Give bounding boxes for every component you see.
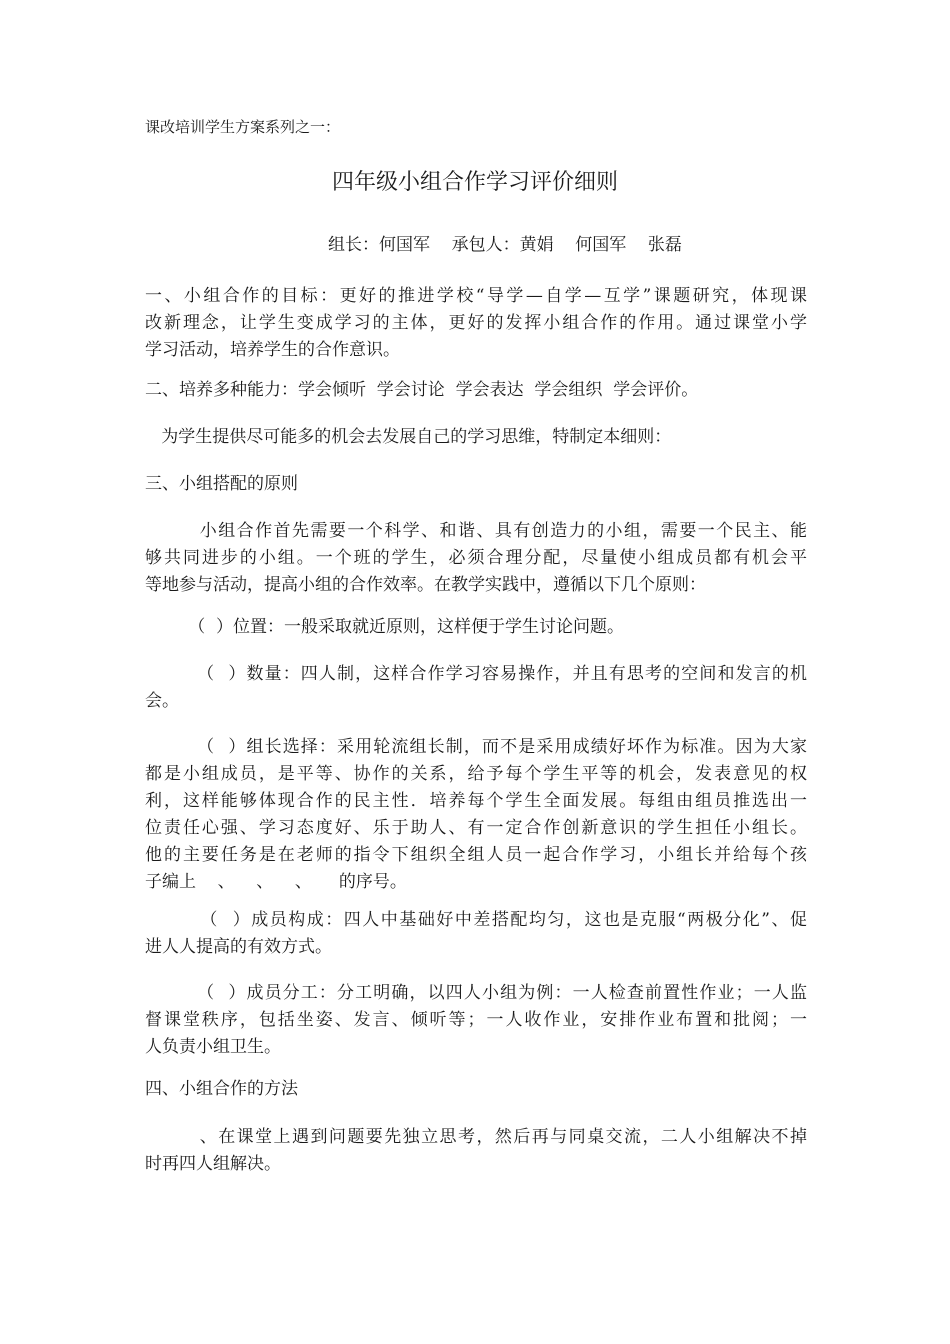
paragraph-line: （ ）组长选择：采用轮流组长制，而不是采用成绩好坏作为标准。因为大家 bbox=[145, 737, 807, 757]
list-item-leader-selection bbox=[145, 734, 807, 896]
list-item-division bbox=[145, 980, 807, 1061]
paragraph-line: 利，这样能够体现合作的民主性．培养每个学生全面发展。每组由组员推选出一 bbox=[145, 791, 807, 811]
section-heading-methods bbox=[145, 1076, 807, 1103]
paragraph-line: 够共同进步的小组。一个班的学生，必须合理分配，尽量使小组成员都有机会平 bbox=[145, 548, 807, 568]
paragraph-goals bbox=[145, 283, 807, 364]
paragraph-line: 子编上 、 、 、 的序号。 bbox=[145, 872, 407, 892]
section-heading: 三、小组搭配的原则 bbox=[145, 474, 298, 494]
paragraph-line: 改新理念，让学生变成学习的主体，更好的发挥小组合作的作用。通过课堂小学 bbox=[145, 313, 807, 333]
paragraph-line: 小组合作首先需要一个科学、和谐、具有创造力的小组，需要一个民主、能 bbox=[145, 521, 807, 541]
paragraph-line: 时再四人组解决。 bbox=[145, 1154, 281, 1174]
section-heading-grouping bbox=[145, 471, 807, 498]
paragraph-grouping-intro bbox=[145, 518, 807, 599]
paragraph-line: 等地参与活动，提高小组的合作效率。在教学实践中，遵循以下几个原则： bbox=[145, 575, 706, 595]
paragraph-line: 二、培养多种能力：学会倾听 学会讨论 学会表达 学会组织 学会评价。 bbox=[145, 380, 699, 400]
paragraph-line: （ ）成员构成：四人中基础好中差搭配均匀，这也是克服“两极分化”、促 bbox=[145, 910, 807, 930]
paragraph-line: 他的主要任务是在老师的指令下组织全组人员一起合作学习，小组长并给每个孩 bbox=[145, 845, 807, 865]
paragraph-line: （ ）数量：四人制，这样合作学习容易操作，并且有思考的空间和发言的机 bbox=[145, 664, 807, 684]
paragraph-line: 位责任心强、学习态度好、乐于助人、有一定合作创新意识的学生担任小组长。 bbox=[145, 818, 807, 838]
paragraph-line: 学习活动，培养学生的合作意识。 bbox=[145, 340, 400, 360]
paragraph-line: 都是小组成员，是平等、协作的关系，给予每个学生平等的机会，发表意见的权 bbox=[145, 764, 807, 784]
document-title: 四年级小组合作学习评价细则 bbox=[331, 170, 618, 195]
paragraph-line: （ ）位置：一般采取就近原则，这样便于学生讨论问题。 bbox=[145, 617, 625, 637]
section-heading: 四、小组合作的方法 bbox=[145, 1079, 298, 1099]
paragraph-line: 会。 bbox=[145, 691, 179, 711]
paragraph-line: 人负责小组卫生。 bbox=[145, 1037, 281, 1057]
paragraph-purpose bbox=[145, 424, 807, 451]
list-item-quantity bbox=[145, 661, 807, 715]
authors-line: 组长：何国军 承包人：黄娟 何国军 张磊 bbox=[328, 235, 682, 255]
paragraph-line: 为学生提供尽可能多的机会去发展自己的学习思维，特制定本细则： bbox=[145, 427, 672, 447]
paragraph-abilities bbox=[145, 377, 807, 404]
paragraph-line: （ ）成员分工：分工明确，以四人小组为例：一人检查前置性作业；一人监 bbox=[145, 983, 807, 1003]
paragraph-line: 进人人提高的有效方式。 bbox=[145, 937, 332, 957]
paragraph-line: 、在课堂上遇到问题要先独立思考，然后再与同桌交流，二人小组解决不掉 bbox=[145, 1127, 807, 1147]
paragraph-methods bbox=[145, 1124, 807, 1178]
series-label: 课改培训学生方案系列之一： bbox=[145, 118, 341, 136]
paragraph-line: 督课堂秩序，包括坐姿、发言、倾听等；一人收作业，安排作业布置和批阅；一 bbox=[145, 1010, 807, 1030]
paragraph-line: 一、小组合作的目标：更好的推进学校“导学—自学—互学”课题研究，体现课 bbox=[145, 286, 807, 306]
list-item-composition bbox=[145, 907, 807, 961]
list-item-position bbox=[145, 614, 807, 641]
